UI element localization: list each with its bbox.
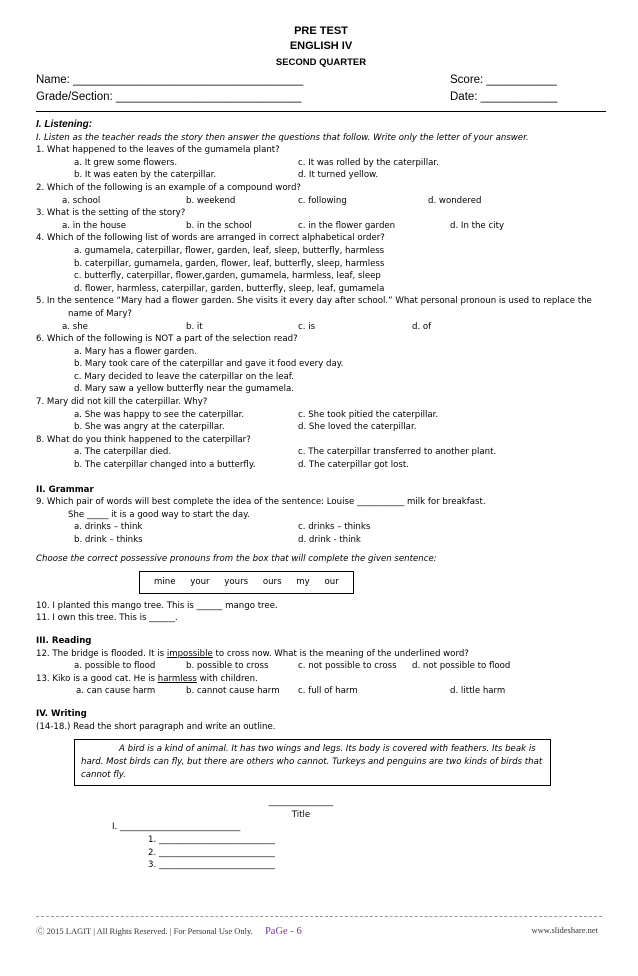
choice: c. butterfly, caterpillar, flower,garden, gumamela, harmless, leaf, sleep (74, 271, 381, 282)
pronoun-word: our (324, 577, 339, 588)
section-grammar-title: II. Grammar (36, 484, 94, 495)
pronoun-word: mine (154, 577, 176, 588)
date-field: Date: ____________ (450, 91, 558, 103)
choices-row (36, 421, 606, 434)
choice: c. It was rolled by the caterpillar. (298, 157, 439, 168)
choice: a. school (62, 195, 101, 206)
outline-title-label: Title (291, 809, 311, 820)
question-2: 2. Which of the following is an example of a compound word? (36, 182, 301, 193)
choice: a. she (62, 321, 88, 332)
header-subject: ENGLISH IV (289, 40, 353, 52)
test-header (36, 24, 606, 72)
q12-text-end: to cross now. What is the meaning of the underlined word? (212, 648, 469, 659)
outline-main-point: I. ____________________________ (112, 822, 241, 833)
choice: a. can cause harm (76, 686, 156, 697)
question-8: 8. What do you think happened to the caterpillar? (36, 434, 251, 445)
header-title: PRE TEST (294, 25, 348, 37)
header-divider (36, 111, 606, 112)
question-1: 1. What happened to the leaves of the gumamela plant? (36, 145, 280, 156)
choice: b. in the school (186, 220, 252, 231)
choice: d. Mary saw a yellow butterfly near the gumamela. (74, 384, 294, 395)
question-11: 11. I own this tree. This is ______. (36, 613, 178, 624)
choices-row (36, 321, 606, 334)
question-10: 10. I planted this mango tree. This is ______ mango tree. (36, 600, 278, 611)
footer-site-link[interactable]: www.slideshare.net (531, 925, 598, 935)
choice: b. Mary took care of the caterpillar and gave it food every day. (74, 359, 344, 370)
writing-instruction: (14-18.) Read the short paragraph and write an outline. (36, 721, 276, 732)
choices-row (36, 446, 606, 459)
choice: b. weekend (186, 195, 236, 206)
choice: d. She loved the caterpillar. (298, 422, 417, 433)
choices-row (36, 220, 606, 233)
name-field: Name: ____________________________________ (36, 74, 304, 86)
section-listening-title: I. Listening: (36, 119, 93, 130)
choice: d. It turned yellow. (298, 170, 379, 181)
question-5: 5. In the sentence “Mary had a flower garden. She visits it every day after school.” What personal pronoun is used to replace the name of Mary? (36, 296, 592, 319)
page-footer (36, 916, 602, 937)
choice: d. flower, harmless, caterpillar, garden, butterfly, sleep, leaf, gumamela (74, 283, 385, 294)
underlined-word: harmless (157, 673, 197, 684)
pronoun-box-wrapper (139, 571, 606, 594)
listening-instruction: I. Listen as the teacher reads the story then answer the questions that follow. Write only the letter of your answer. (36, 132, 529, 143)
choice: d. not possible to flood (412, 661, 511, 672)
choice: a. She was happy to see the caterpillar. (74, 409, 245, 420)
choice: b. drink – thinks (74, 535, 143, 545)
choices-row (36, 459, 606, 472)
pronoun-word: yours (224, 577, 249, 588)
choice: c. is (298, 321, 316, 332)
choice: a. drinks – think (74, 522, 143, 533)
question-3: 3. What is the setting of the story? (36, 208, 186, 219)
outline-subpoint: 1. ___________________________ (148, 834, 275, 845)
choices-row (36, 195, 606, 208)
pronoun-word: your (190, 577, 210, 588)
outline-subpoint: 3. ___________________________ (148, 860, 275, 871)
choice: b. She was angry at the caterpillar. (74, 422, 225, 433)
choice: d. of (412, 321, 432, 332)
choices-row (36, 685, 606, 698)
section-reading-title: III. Reading (36, 635, 92, 646)
outline (36, 821, 606, 871)
footer-copyright: Ⓒ 2015 LAGIT | All Rights Reserved. | For Personal Use Only. (36, 926, 253, 936)
choice: d. drink - think (298, 535, 361, 545)
choice: b. it (186, 321, 203, 332)
footer-page-number: PaGe - 6 (264, 926, 302, 937)
choice: c. full of harm (298, 686, 358, 697)
q13-text-end: with children. (196, 673, 258, 684)
choice: b. It was eaten by the caterpillar. (74, 170, 217, 181)
paragraph-box (74, 739, 551, 786)
q12-text-start: 12. The bridge is flooded. It is (36, 648, 167, 659)
choice: c. Mary decided to leave the caterpillar on the leaf. (74, 371, 294, 382)
choice: d. wondered (428, 195, 482, 206)
question-13 (36, 673, 606, 686)
choice: c. not possible to cross (298, 661, 397, 672)
question-6: 6. Which of the following is NOT a part of the selection read? (36, 334, 298, 345)
choice: b. cannot cause harm (186, 686, 280, 697)
info-row-grade (36, 89, 606, 106)
choice: b. The caterpillar changed into a butterfly. (74, 460, 256, 471)
question-4: 4. Which of the following list of words are arranged in correct alphabetical order? (36, 233, 385, 244)
pronoun-instruction: Choose the correct possessive pronouns from the box that will complete the given sentence: (36, 553, 437, 564)
grade-section-field: Grade/Section: _____________________________ (36, 91, 302, 103)
question-12 (36, 648, 606, 661)
choice: d. In the city (450, 220, 505, 231)
choice: d. The caterpillar got lost. (298, 460, 410, 471)
pronoun-word: my (296, 577, 310, 588)
info-row-name (36, 72, 606, 89)
choices-row (36, 157, 606, 170)
choice: c. in the flower garden (298, 220, 396, 231)
choice: a. Mary has a flower garden. (74, 346, 197, 357)
worksheet-page (36, 24, 606, 872)
underlined-word: impossible (166, 648, 213, 659)
choice: a. gumamela, caterpillar, flower, garden, leaf, sleep, butterfly, harmless (74, 245, 385, 256)
choice: c. She took pitied the caterpillar. (298, 409, 439, 420)
question-7: 7. Mary did not kill the caterpillar. Why? (36, 397, 208, 408)
question-9: 9. Which pair of words will best complete the idea of the sentence: Louise ___________ milk for breakfast. (36, 497, 486, 508)
outline-title-blank: _______________ (268, 797, 334, 808)
choices-row (36, 169, 606, 182)
choice: a. in the house (62, 220, 127, 231)
choice: b. possible to cross (186, 661, 269, 672)
q13-text-start: 13. Kiko is a good cat. He is (36, 673, 158, 684)
outline-subpoint: 2. ___________________________ (148, 847, 275, 858)
choices-row (36, 409, 606, 422)
choice: c. The caterpillar transferred to another plant. (298, 447, 497, 458)
choice: d. little harm (450, 686, 506, 697)
choices-row (36, 534, 606, 547)
choice: c. drinks – thinks (298, 522, 371, 533)
pronoun-box (139, 571, 354, 594)
header-quarter: SECOND QUARTER (275, 57, 367, 68)
choices-row (36, 660, 606, 673)
choice: a. It grew some flowers. (74, 157, 178, 168)
section-writing-title: IV. Writing (36, 708, 87, 719)
score-field: Score: ___________ (450, 74, 557, 86)
question-9-continued: She _____ it is a good way to start the day. (68, 509, 250, 520)
choice: c. following (298, 195, 347, 206)
choice: a. The caterpillar died. (74, 447, 172, 458)
paragraph-text: A bird is a kind of animal. It has two wings and legs. Its body is covered with feathers. Its beak is hard. Most birds can fly, but there are others who cannot. Turkeys and penguins are two kinds of birds that cannot fly. (81, 744, 543, 781)
pronoun-word: ours (262, 577, 282, 588)
choice: a. possible to flood (74, 661, 156, 672)
choice: b. caterpillar, gumamela, garden, flower, leaf, butterfly, sleep, harmless (74, 258, 385, 269)
choices-row (36, 521, 606, 534)
